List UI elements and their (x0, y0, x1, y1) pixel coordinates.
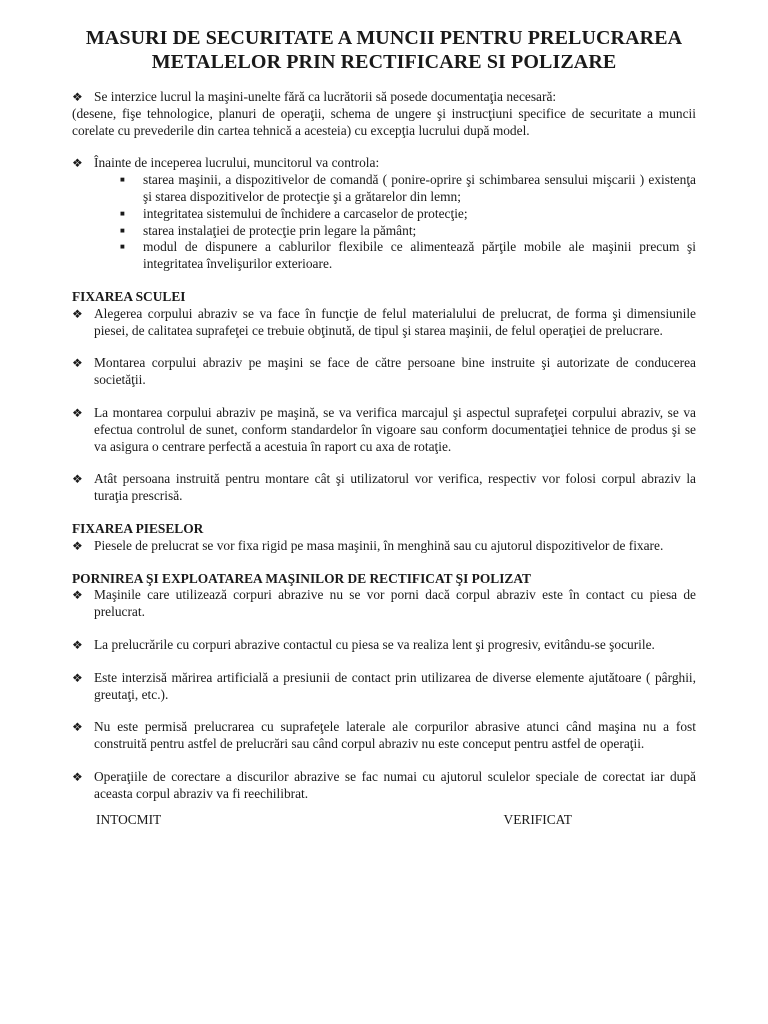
control-list-item: ■ integritatea sistemului de închidere a carcaselor de protecţie; (120, 205, 468, 221)
diamond-bullet-icon: ❖ (72, 588, 83, 603)
diamond-bullet-icon: ❖ (72, 769, 83, 784)
diamond-bullet-icon: ❖ (72, 156, 83, 171)
fixarea-sculei-item: ❖ Montarea corpului abraziv pe maşini se face de către persoane bine instruite şi autorizate de conducerea societăţii. (72, 355, 696, 388)
intro-first-line: Se interzice lucrul la maşini-unelte fără ca lucrătorii să posede documentaţia necesară: (94, 89, 557, 104)
pornirea-item: ❖ Este interzisă mărirea artificială a presiunii de contact prin utilizarea de diverse elemente ajutătoare ( pârghii, greutaţi, etc.). (72, 669, 696, 702)
control-list (72, 172, 696, 273)
control-list-item: ■ starea maşinii, a dispozitivelor de comandă ( ponire-oprire şi schimbarea sensului mişcarii ) existenţa şi starea dispozitivelor de protecţie şi a grătarelor din lemn; (120, 172, 696, 204)
square-bullet-icon: ■ (120, 225, 125, 235)
section-heading-fixarea-pieselor: FIXAREA PIESELOR (72, 520, 204, 536)
pornirea-item: ❖ Operaţiile de corectare a discurilor abrazive se fac numai cu ajutorul sculelor speciale de corectat iar după aceasta corpul abraziv va fi reechilibrat. (72, 768, 696, 801)
fixarea-sculei-item: ❖ Atât persoana instruită pentru montare cât şi utilizatorul vor verifica, respectiv vor folosi corpul abraziv la turaţia prescrisă. (72, 471, 696, 504)
control-bullet (72, 155, 696, 172)
control-list-item: ■ starea instalaţiei de protecţie prin legare la pământ; (120, 222, 417, 238)
control-list-item: ■ modul de dispunere a cablurilor flexibile ce alimentează părţile mobile ale maşinii precum şi integritatea învelişurilor exterioare. (120, 239, 696, 272)
diamond-bullet-icon: ❖ (72, 637, 83, 652)
fixarea-sculei-item: ❖ Alegerea corpului abraziv se va face în funcţie de felul materialului de prelucrat, de forma şi dimensiunile piesei, de calitatea suprafeţei ce trebuie obţinută, de tipul şi starea maşinii, de felul operaţiei de prelucrare. (72, 305, 696, 338)
diamond-bullet-icon: ❖ (72, 90, 83, 104)
diamond-bullet-icon: ❖ (72, 670, 83, 685)
section-heading-fixarea-sculei: FIXAREA SCULEI (72, 288, 186, 304)
intocmit-label: INTOCMIT (96, 811, 162, 827)
document-title: MASURI DE SECURITATE A MUNCII PENTRU PRELUCRAREA METALELOR PRIN RECTIFICARE SI POLIZARE (85, 27, 683, 73)
pornirea-item: ❖ La prelucrările cu corpuri abrazive contactul cu piesa se va realiza lent şi progresiv, evitându-se şocurile. (72, 636, 655, 652)
signature-footer (72, 812, 696, 829)
fixarea-pieselor-item: ❖ Piesele de prelucrat se vor fixa rigid pe masa maşinii, în menghină sau cu ajutorul dispozitivelor de fixare. (72, 537, 664, 553)
pornirea-item: ❖ Nu este permisă prelucrarea cu suprafeţele laterale ale corpurilor abrasive atunci când maşina nu a fost construită pentru astfel de prelucrări sau când corpul abraziv nu este conceput pentru astfel de operaţii. (72, 719, 696, 752)
intro-continuation: (desene, fişe tehnologice, planuri de operaţii, schema de ungere şi instrucţiuni specifice de securitate a muncii corelate cu prevederile din cartea tehnică a acesteia) cu excepţia lucrului după model. (72, 105, 696, 138)
square-bullet-icon: ■ (120, 175, 125, 185)
diamond-bullet-icon: ❖ (72, 538, 83, 553)
intro-bullet (72, 89, 696, 106)
control-lead: Înainte de inceperea lucrului, muncitorul va controla: (94, 155, 380, 171)
square-bullet-icon: ■ (120, 208, 125, 218)
fixarea-sculei-item: ❖ La montarea corpului abraziv pe maşină, se va verifica marcajul şi aspectul suprafeţei corpului abraziv, se va efectua controlul de sunet, conform standardelor în vigoare sau conform documentaţiei tehnice de produs şi se va asigura o centrare perfectă a acestuia în raport cu axa de rotaţie. (72, 404, 696, 454)
diamond-bullet-icon: ❖ (72, 306, 83, 321)
diamond-bullet-icon: ❖ (72, 356, 83, 371)
pornirea-item: ❖ Maşinile care utilizează corpuri abrazive nu se vor porni dacă corpul abraziv este în contact cu piesa de prelucrat. (72, 587, 696, 620)
diamond-bullet-icon: ❖ (72, 472, 83, 487)
square-bullet-icon: ■ (120, 242, 125, 252)
diamond-bullet-icon: ❖ (72, 405, 83, 420)
verificat-label: VERIFICAT (503, 811, 572, 827)
diamond-bullet-icon: ❖ (72, 720, 83, 735)
section-heading-pornirea: PORNIREA ŞI EXPLOATAREA MAŞINILOR DE RECTIFICAT ŞI POLIZAT (72, 570, 531, 586)
